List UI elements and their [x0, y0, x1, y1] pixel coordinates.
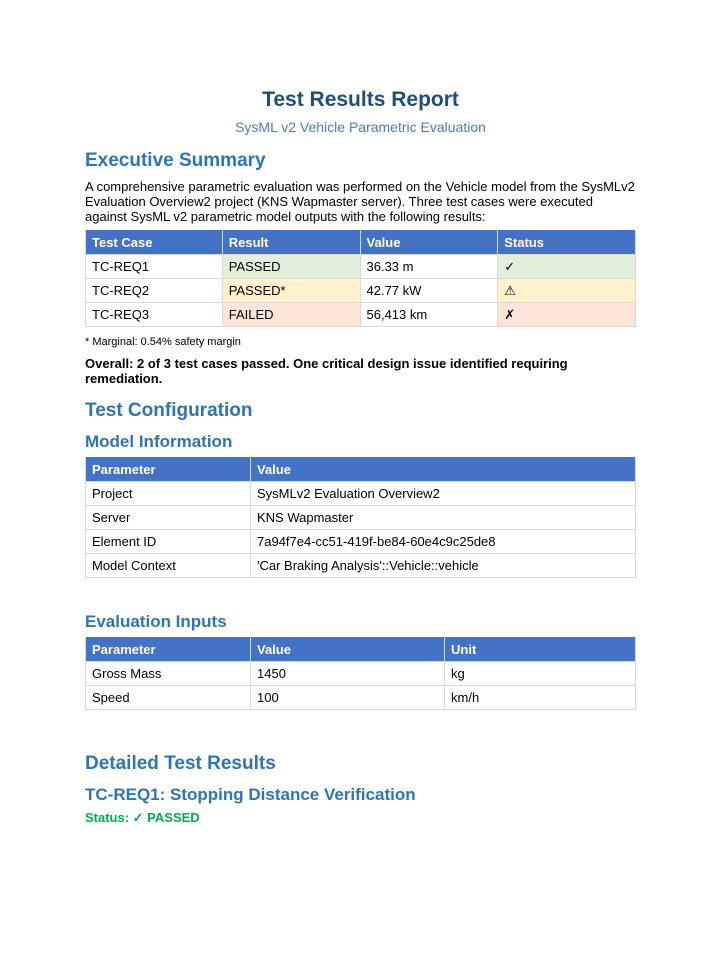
column-header: Status [498, 230, 636, 255]
unit-cell: km/h [445, 686, 636, 710]
test-case-cell: TC-REQ1 [86, 255, 223, 279]
value-cell: 7a94f7e4-cc51-419f-be84-60e4c9c25de8 [251, 530, 636, 554]
parameter-cell: Speed [86, 686, 251, 710]
column-header: Unit [445, 637, 636, 662]
parameter-cell: Server [86, 506, 251, 530]
column-header: Test Case [86, 230, 223, 255]
value-cell: KNS Wapmaster [251, 506, 636, 530]
table-row [86, 662, 636, 686]
parameter-cell: Project [86, 482, 251, 506]
value-cell: 42.77 kW [360, 279, 498, 303]
table-row [86, 482, 636, 506]
model-information-table [85, 457, 636, 578]
checkmark-icon: ✓ [498, 255, 636, 279]
value-cell: 36.33 m [360, 255, 498, 279]
column-header: Result [222, 230, 360, 255]
cross-icon: ✗ [498, 303, 636, 327]
evaluation-inputs-header [86, 637, 636, 662]
column-header: Value [251, 637, 445, 662]
parameter-cell: Element ID [86, 530, 251, 554]
tc-req1-status: Status: ✓ PASSED [85, 810, 200, 825]
test-case-cell: TC-REQ2 [86, 279, 223, 303]
parameter-cell: Model Context [86, 554, 251, 578]
report-title: Test Results Report [262, 88, 459, 111]
overall-summary: Overall: 2 of 3 test cases passed. One critical design issue identified requiring remediation. [85, 356, 568, 386]
unit-cell: kg [445, 662, 636, 686]
table-row [86, 530, 636, 554]
value-cell: SysMLv2 Evaluation Overview2 [251, 482, 636, 506]
model-information-heading: Model Information [85, 432, 233, 451]
evaluation-inputs-table [85, 637, 636, 710]
marginal-footnote: * Marginal: 0.54% safety margin [85, 336, 241, 348]
test-configuration-heading: Test Configuration [85, 400, 253, 421]
summary-table [85, 230, 636, 327]
parameter-cell: Gross Mass [86, 662, 251, 686]
test-case-cell: TC-REQ3 [86, 303, 223, 327]
result-cell: PASSED [222, 255, 360, 279]
evaluation-inputs-heading: Evaluation Inputs [85, 612, 227, 631]
detailed-results-heading: Detailed Test Results [85, 753, 276, 774]
table-row [86, 255, 636, 279]
value-cell: 100 [251, 686, 445, 710]
executive-summary-heading: Executive Summary [85, 150, 266, 171]
table-row [86, 303, 636, 327]
table-row [86, 554, 636, 578]
value-cell: 'Car Braking Analysis'::Vehicle::vehicle [251, 554, 636, 578]
column-header: Value [251, 457, 636, 482]
result-cell: FAILED [222, 303, 360, 327]
tc-req1-heading: TC-REQ1: Stopping Distance Verification [85, 785, 416, 804]
table-row [86, 279, 636, 303]
summary-table-header [86, 230, 636, 255]
report-subtitle: SysML v2 Vehicle Parametric Evaluation [235, 119, 486, 135]
column-header: Parameter [86, 637, 251, 662]
executive-summary-paragraph: A comprehensive parametric evaluation was performed on the Vehicle model from the SysMLv2 Evaluation Overview2 project (KNS Wapmaster server). Three test cases were executed against SysML v2 parametric model outputs with the following results: [85, 179, 635, 224]
model-information-header [86, 457, 636, 482]
value-cell: 1450 [251, 662, 445, 686]
column-header: Parameter [86, 457, 251, 482]
table-row [86, 506, 636, 530]
warning-icon: ⚠ [498, 279, 636, 303]
value-cell: 56,413 km [360, 303, 498, 327]
column-header: Value [360, 230, 498, 255]
table-row [86, 686, 636, 710]
result-cell: PASSED* [222, 279, 360, 303]
